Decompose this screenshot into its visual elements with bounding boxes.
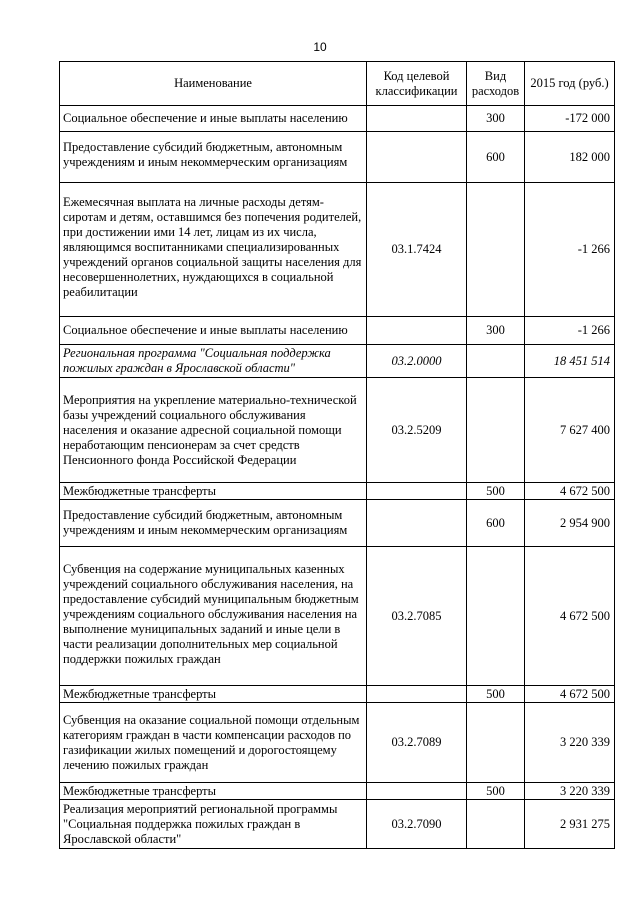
column-header-name: Наименование	[60, 62, 367, 106]
row-code	[367, 686, 467, 703]
row-amount: 3 220 339	[525, 783, 615, 800]
row-code	[367, 500, 467, 547]
row-code: 03.2.0000	[367, 345, 467, 378]
table-row	[60, 132, 615, 183]
table-row	[60, 686, 615, 703]
row-kind	[467, 800, 525, 849]
row-name: Субвенция на содержание муниципальных казенных учреждений социального обслуживания населения, на предоставление субсидий муниципальным бюджетным учреждениям социального обслуживания населения на выполнение муниципальных заданий и иные цели в части реализации дополнительных мер социальной поддержки пожилых граждан	[60, 547, 367, 686]
row-name: Реализация мероприятий региональной программы "Социальная поддержка пожилых граждан в Ярославской области"	[60, 800, 367, 849]
row-name: Межбюджетные трансферты	[60, 686, 367, 703]
row-amount: 4 672 500	[525, 686, 615, 703]
row-amount: 4 672 500	[525, 483, 615, 500]
row-name: Межбюджетные трансферты	[60, 783, 367, 800]
row-code: 03.2.5209	[367, 378, 467, 483]
row-amount: 182 000	[525, 132, 615, 183]
budget-table	[59, 61, 615, 849]
row-amount: -1 266	[525, 317, 615, 345]
row-amount: 4 672 500	[525, 547, 615, 686]
row-amount: 3 220 339	[525, 703, 615, 783]
table-row	[60, 783, 615, 800]
column-header-kind: Вид расходов	[467, 62, 525, 106]
row-name: Социальное обеспечение и иные выплаты населению	[60, 317, 367, 345]
row-name: Ежемесячная выплата на личные расходы детям-сиротам и детям, оставшимся без попечения родителей, при достижении ими 14 лет, лицам из их числа, являющимся воспитанниками специализированных учреждений органов социальной защиты населения для несовершеннолетних, нуждающихся в социальной реабилитации	[60, 183, 367, 317]
row-code	[367, 132, 467, 183]
row-kind	[467, 183, 525, 317]
table-row	[60, 547, 615, 686]
table-row	[60, 183, 615, 317]
table-row	[60, 317, 615, 345]
row-name: Мероприятия на укрепление материально-технической базы учреждений социального обслуживания населения и оказание адресной социальной помощи неработающим пенсионерам за счет средств Пенсионного фонда Российской Федерации	[60, 378, 367, 483]
row-kind: 600	[467, 500, 525, 547]
row-kind	[467, 345, 525, 378]
table-row	[60, 800, 615, 849]
page-number: 10	[313, 40, 327, 54]
table-header-row	[60, 62, 615, 106]
row-amount: -1 266	[525, 183, 615, 317]
row-kind: 500	[467, 686, 525, 703]
row-code	[367, 783, 467, 800]
table-row	[60, 483, 615, 500]
row-amount: 7 627 400	[525, 378, 615, 483]
row-amount: -172 000	[525, 106, 615, 132]
row-amount: 18 451 514	[525, 345, 615, 378]
row-kind: 500	[467, 783, 525, 800]
row-name: Региональная программа "Социальная поддержка пожилых граждан в Ярославской области"	[60, 345, 367, 378]
row-code: 03.2.7085	[367, 547, 467, 686]
row-kind: 500	[467, 483, 525, 500]
row-kind	[467, 547, 525, 686]
row-name: Предоставление субсидий бюджетным, автономным учреждениям и иным некоммерческим организациям	[60, 132, 367, 183]
table-row	[60, 106, 615, 132]
row-kind: 600	[467, 132, 525, 183]
table-row-program	[60, 345, 615, 378]
row-name: Межбюджетные трансферты	[60, 483, 367, 500]
row-kind	[467, 378, 525, 483]
row-code	[367, 317, 467, 345]
table-row	[60, 378, 615, 483]
row-code: 03.2.7089	[367, 703, 467, 783]
row-code: 03.1.7424	[367, 183, 467, 317]
row-code	[367, 483, 467, 500]
row-kind: 300	[467, 106, 525, 132]
row-kind	[467, 703, 525, 783]
row-name: Социальное обеспечение и иные выплаты населению	[60, 106, 367, 132]
row-kind: 300	[467, 317, 525, 345]
table-row	[60, 500, 615, 547]
column-header-amount: 2015 год (руб.)	[525, 62, 615, 106]
row-name: Предоставление субсидий бюджетным, автономным учреждениям и иным некоммерческим организациям	[60, 500, 367, 547]
row-amount: 2 931 275	[525, 800, 615, 849]
row-code: 03.2.7090	[367, 800, 467, 849]
table-row	[60, 703, 615, 783]
column-header-code: Код целевой классификации	[367, 62, 467, 106]
row-code	[367, 106, 467, 132]
row-amount: 2 954 900	[525, 500, 615, 547]
row-name: Субвенция на оказание социальной помощи отдельным категориям граждан в части компенсации расходов по газификации жилых помещений и дорогостоящему лечению пожилых граждан	[60, 703, 367, 783]
